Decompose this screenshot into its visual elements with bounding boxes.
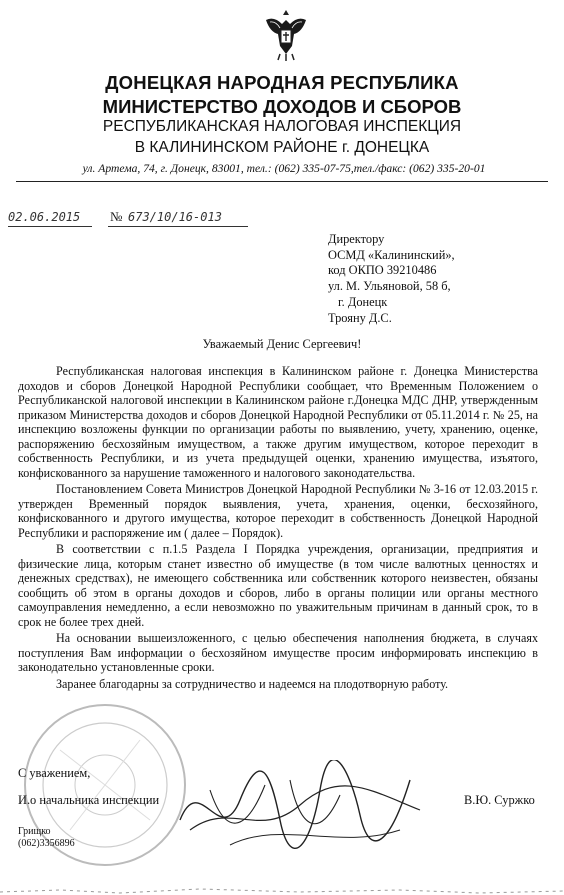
- number-underline: [108, 226, 248, 227]
- handwritten-signature-icon: [170, 760, 430, 855]
- addressee-line: ул. М. Ульяновой, 58 б,: [328, 279, 451, 294]
- executor-phone: (062)3356896: [18, 838, 75, 849]
- header-republic: ДОНЕЦКАЯ НАРОДНАЯ РЕСПУБЛИКА: [105, 72, 459, 93]
- executor-name: Грищко: [18, 826, 51, 837]
- header-ministry: МИНИСТЕРСТВО ДОХОДОВ И СБОРОВ: [102, 96, 462, 117]
- body-paragraph: Республиканская налоговая инспекция в Калининском районе г. Донецка Министерства доходов и сборов Донецкой Народной Республики сообщает, что Временным Положением о Республиканской налоговой инспекции в Калининском районе г.Донецка МДС ДНР, утвержденным приказом Министерства доходов и сборов Донецкой Народной Республики от 05.11.2014 г. № 25, на инспекцию возложены функции по организации работы по выявлению, учету, хранению, оценке, распоряжению бесхозяйным имуществом, а также другим имуществом, которое переходит в собственность Республики, и из учета предыдущей оценки, хранению имущества, изъятого, конфискованного за нарушение таможенного и налогового законодательства.: [18, 364, 538, 480]
- header-address: ул. Артема, 74, г. Донецк, 83001, тел.: (062) 335-07-75,тел./факс: (062) 335-20-01: [82, 162, 486, 175]
- registration-number-label: №: [110, 209, 123, 224]
- addressee-line: Трояну Д.С.: [328, 310, 392, 325]
- letter-body: [18, 364, 538, 693]
- header-district: В КАЛИНИНСКОМ РАЙОНЕ г. ДОНЕЦКА: [134, 139, 430, 156]
- body-paragraph: Постановлением Совета Министров Донецкой Народной Республики № 3-16 от 12.03.2015 г. утвержден Временный порядок выявления, учета, хранения, оценки, бесхозяйного, конфискованного и другого имущества, которое переходит в собственность Донецкой Народной Республики и распоряжение им ( далее – Порядок).: [18, 482, 538, 540]
- addressee-line: Директору: [328, 232, 385, 246]
- addressee-line: ОСМД «Калининский»,: [328, 247, 455, 262]
- date-underline: [8, 226, 92, 227]
- registration-number: 673/10/16-013: [128, 210, 222, 224]
- emblem-icon: [262, 6, 310, 62]
- addressee-line: код ОКПО 39210486: [328, 263, 437, 278]
- addressee-block: [328, 232, 455, 326]
- addressee-line: г. Донецк: [338, 294, 388, 309]
- body-paragraph: На основании вышеизложенного, с целью обеспечения наполнения бюджета, в случаях поступления Вам информации о бесхозяйном имуществе просим информировать инспекцию в законодательно установленные сроки.: [18, 631, 538, 674]
- scan-edge-noise: [0, 884, 564, 895]
- greeting: Уважаемый Денис Сергеевич!: [202, 337, 362, 351]
- executor-block: [18, 826, 75, 850]
- header-inspection: РЕСПУБЛИКАНСКАЯ НАЛОГОВАЯ ИНСПЕКЦИЯ: [102, 118, 462, 135]
- signatory-name: В.Ю. Суржко: [464, 793, 535, 807]
- closing-regards: С уважением,: [18, 766, 91, 780]
- registration-date: 02.06.2015: [8, 210, 81, 224]
- body-paragraph: Заранее благодарны за сотрудничество и надеемся на плодотворную работу.: [56, 676, 449, 691]
- signatory-title: И.о начальника инспекции: [18, 793, 160, 807]
- header-divider: [16, 181, 548, 182]
- body-paragraph: В соответствии с п.1.5 Раздела I Порядка учреждения, организации, предприятия и физические лица, которым станет известно об имуществе (в том числе валютных ценностях и денежных средствах), не имеющего собственника или собственник которого неизвестен, обязаны сообщить об этом в органы доходов и сборов, либо в органы полиции или органы местного самоуправления немедленно, а если невозможно по уважительным причинам в данный срок, то в срок не более трех дней.: [18, 542, 538, 629]
